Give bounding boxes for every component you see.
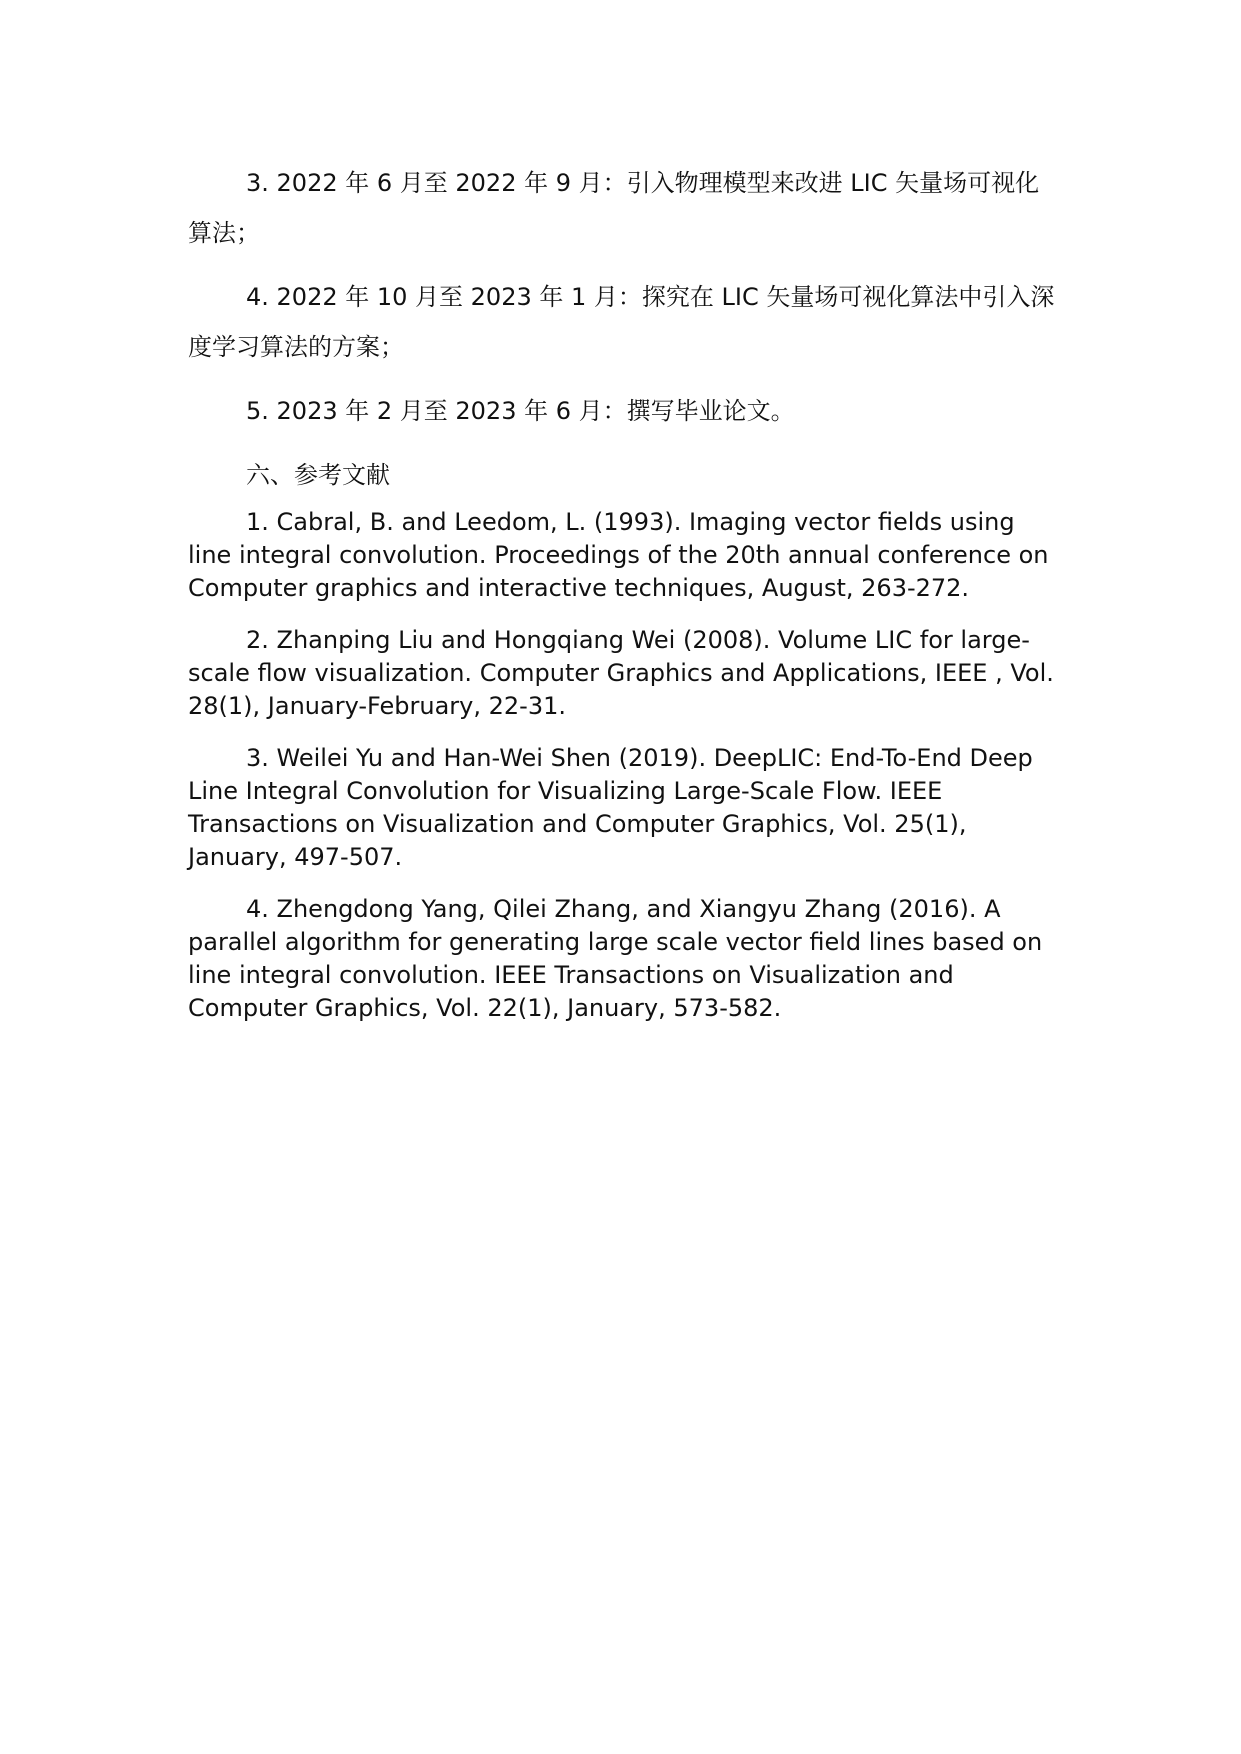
- reference-item: 3. Weilei Yu and Han-Wei Shen (2019). DeepLIC: End-To-End Deep Line Integral Convolution for Visualizing Large-Scale Flow. IEEE Transactions on Visualization and Computer Graphics, Vol. 25(1), January, 497-507.: [188, 744, 1033, 871]
- schedule-item: 5. 2023 年 2 月至 2023 年 6 月：撰写毕业论文。: [246, 397, 795, 425]
- schedule-item: 3. 2022 年 6 月至 2022 年 9 月：引入物理模型来改进 LIC 矢量场可视化算法；: [188, 169, 1040, 247]
- page-content: [188, 158, 1058, 1044]
- reference-item: 1. Cabral, B. and Leedom, L. (1993). Imaging vector fields using line integral convolution. Proceedings of the 20th annual conference on Computer graphics and interactive techniques, August, 263-272.: [188, 508, 1049, 602]
- references-list: [188, 506, 1058, 1025]
- schedule-item: 4. 2022 年 10 月至 2023 年 1 月：探究在 LIC 矢量场可视化算法中引入深度学习算法的方案；: [188, 283, 1055, 361]
- reference-item: 4. Zhengdong Yang, Qilei Zhang, and Xiangyu Zhang (2016). A parallel algorithm for generating large scale vector field lines based on line integral convolution. IEEE Transactions on Visualization and Computer Graphics, Vol. 22(1), January, 573-582.: [188, 895, 1043, 1022]
- reference-item: 2. Zhanping Liu and Hongqiang Wei (2008). Volume LIC for large-scale flow visualization. Computer Graphics and Applications, IEEE , Vol. 28(1), January-February, 22-31.: [188, 626, 1054, 720]
- references-heading: 六、参考文献: [246, 461, 390, 489]
